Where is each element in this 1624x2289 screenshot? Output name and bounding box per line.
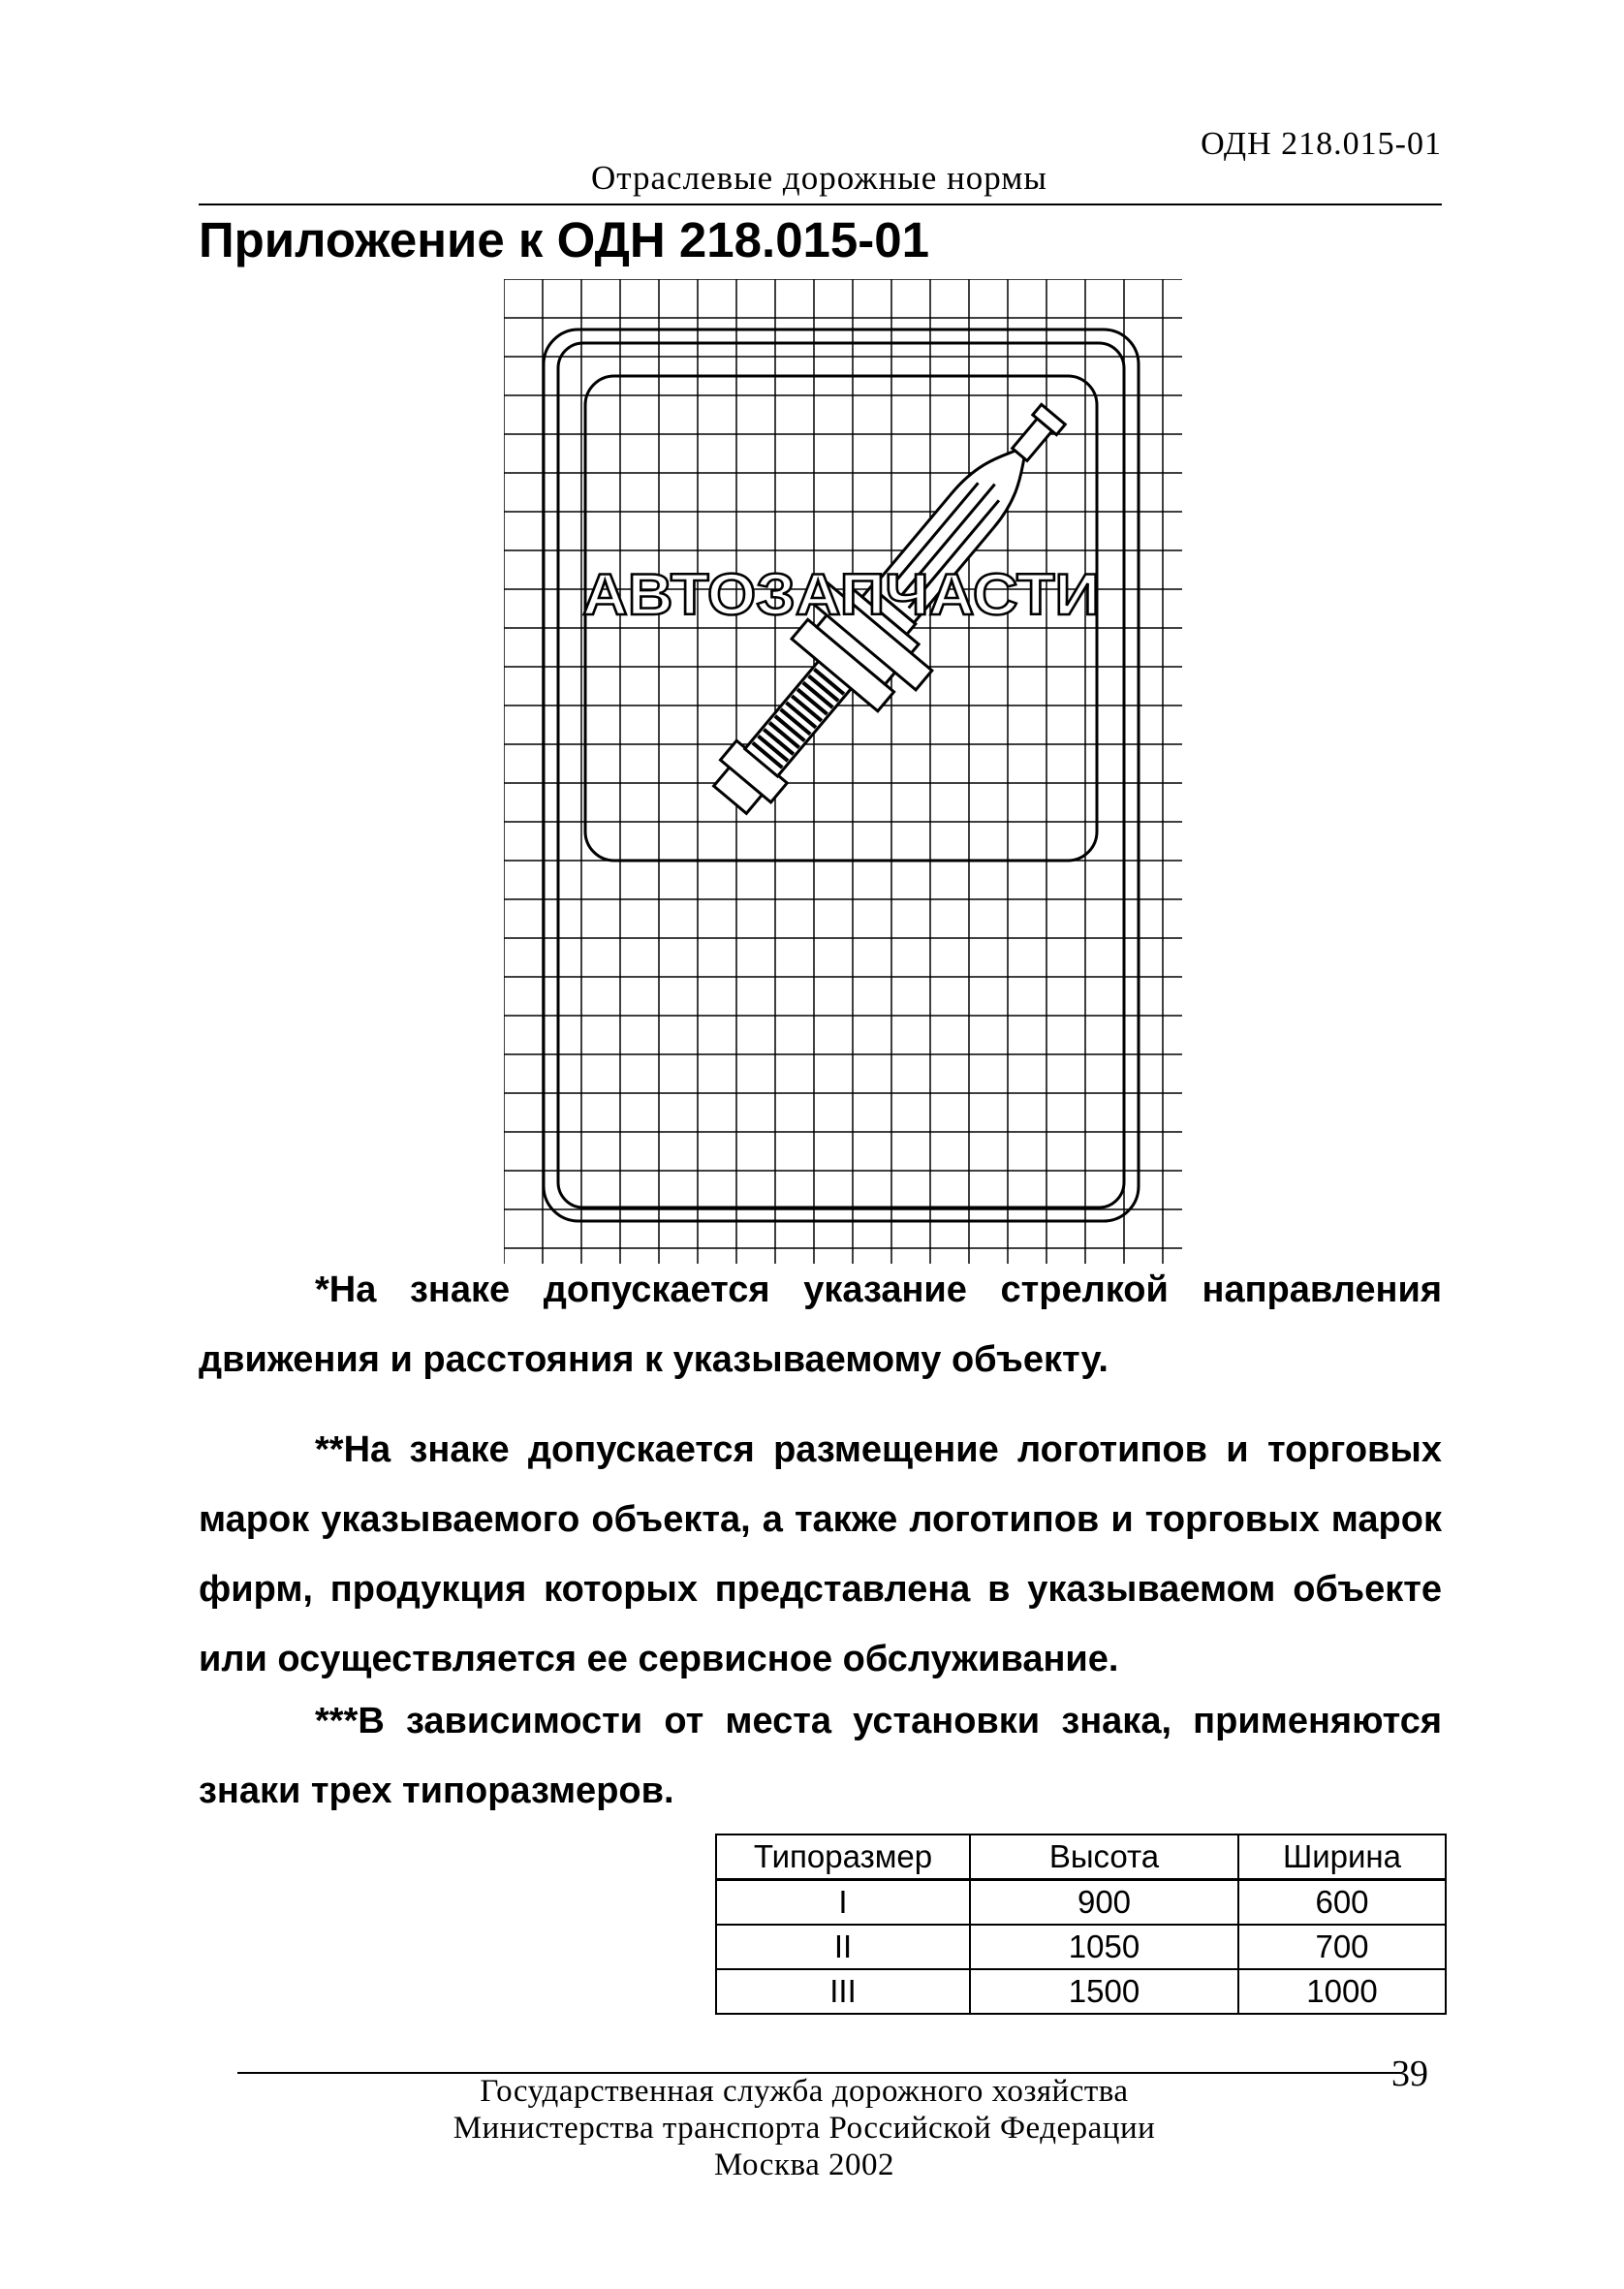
sign-figure [504,279,1182,1264]
page-title: Приложение к ОДН 218.015-01 [199,212,929,267]
note-1-text: *На знаке допускается указание стрелкой направления движения и расстояния к указываемому объекту. [199,1270,1442,1380]
table-row [716,1969,1446,2014]
table-header-row [716,1834,1446,1880]
column-header-width: Ширина [1238,1834,1446,1880]
header-subtitle: Отраслевые дорожные нормы [591,159,1047,197]
table-row [716,1880,1446,1926]
footer-publisher-line-2: Министерства транспорта Российской Федерации [453,2111,1156,2146]
table-cell: 1500 [970,1969,1238,2014]
table-cell: III [716,1969,970,2014]
table-cell: II [716,1925,970,1969]
note-paragraph-3 [199,1686,1442,1826]
table-cell: 1000 [1238,1969,1446,2014]
table-cell: I [716,1880,970,1926]
note-paragraph-1 [199,1255,1442,1395]
column-header-height: Высота [970,1834,1238,1880]
footer-publisher-line-1: Государственная служба дорожного хозяйства [480,2074,1129,2109]
construction-grid [504,279,1182,1264]
note-2-text: **На знаке допускается размещение логотипов и торговых марок указываемого объекта, а также логотипов и торговых марок фирм, продукция которых представлена в указываемом объекте или осуществляется ее сервисное обслуживание. [199,1429,1442,1679]
footer-city-year: Москва 2002 [713,2148,895,2182]
document-code: ОДН 218.015-01 [1201,126,1442,162]
column-header-size: Типоразмер [716,1834,970,1880]
table-row [716,1925,1446,1969]
page-number: 39 [1391,2054,1428,2094]
sign-label: АВТОЗАПЧАСТИ [582,562,1100,627]
header-rule [199,204,1442,205]
sign-text [582,562,1100,627]
table-cell: 600 [1238,1880,1446,1926]
sign-outer-border [544,329,1139,1221]
table-cell: 900 [970,1880,1238,1926]
note-paragraph-2 [199,1415,1442,1694]
note-3-text: ***В зависимости от места установки знака, применяются знаки трех типоразмеров. [199,1701,1442,1811]
sizes-table [715,1834,1447,2015]
table-cell: 700 [1238,1925,1446,1969]
table-cell: 1050 [970,1925,1238,1969]
